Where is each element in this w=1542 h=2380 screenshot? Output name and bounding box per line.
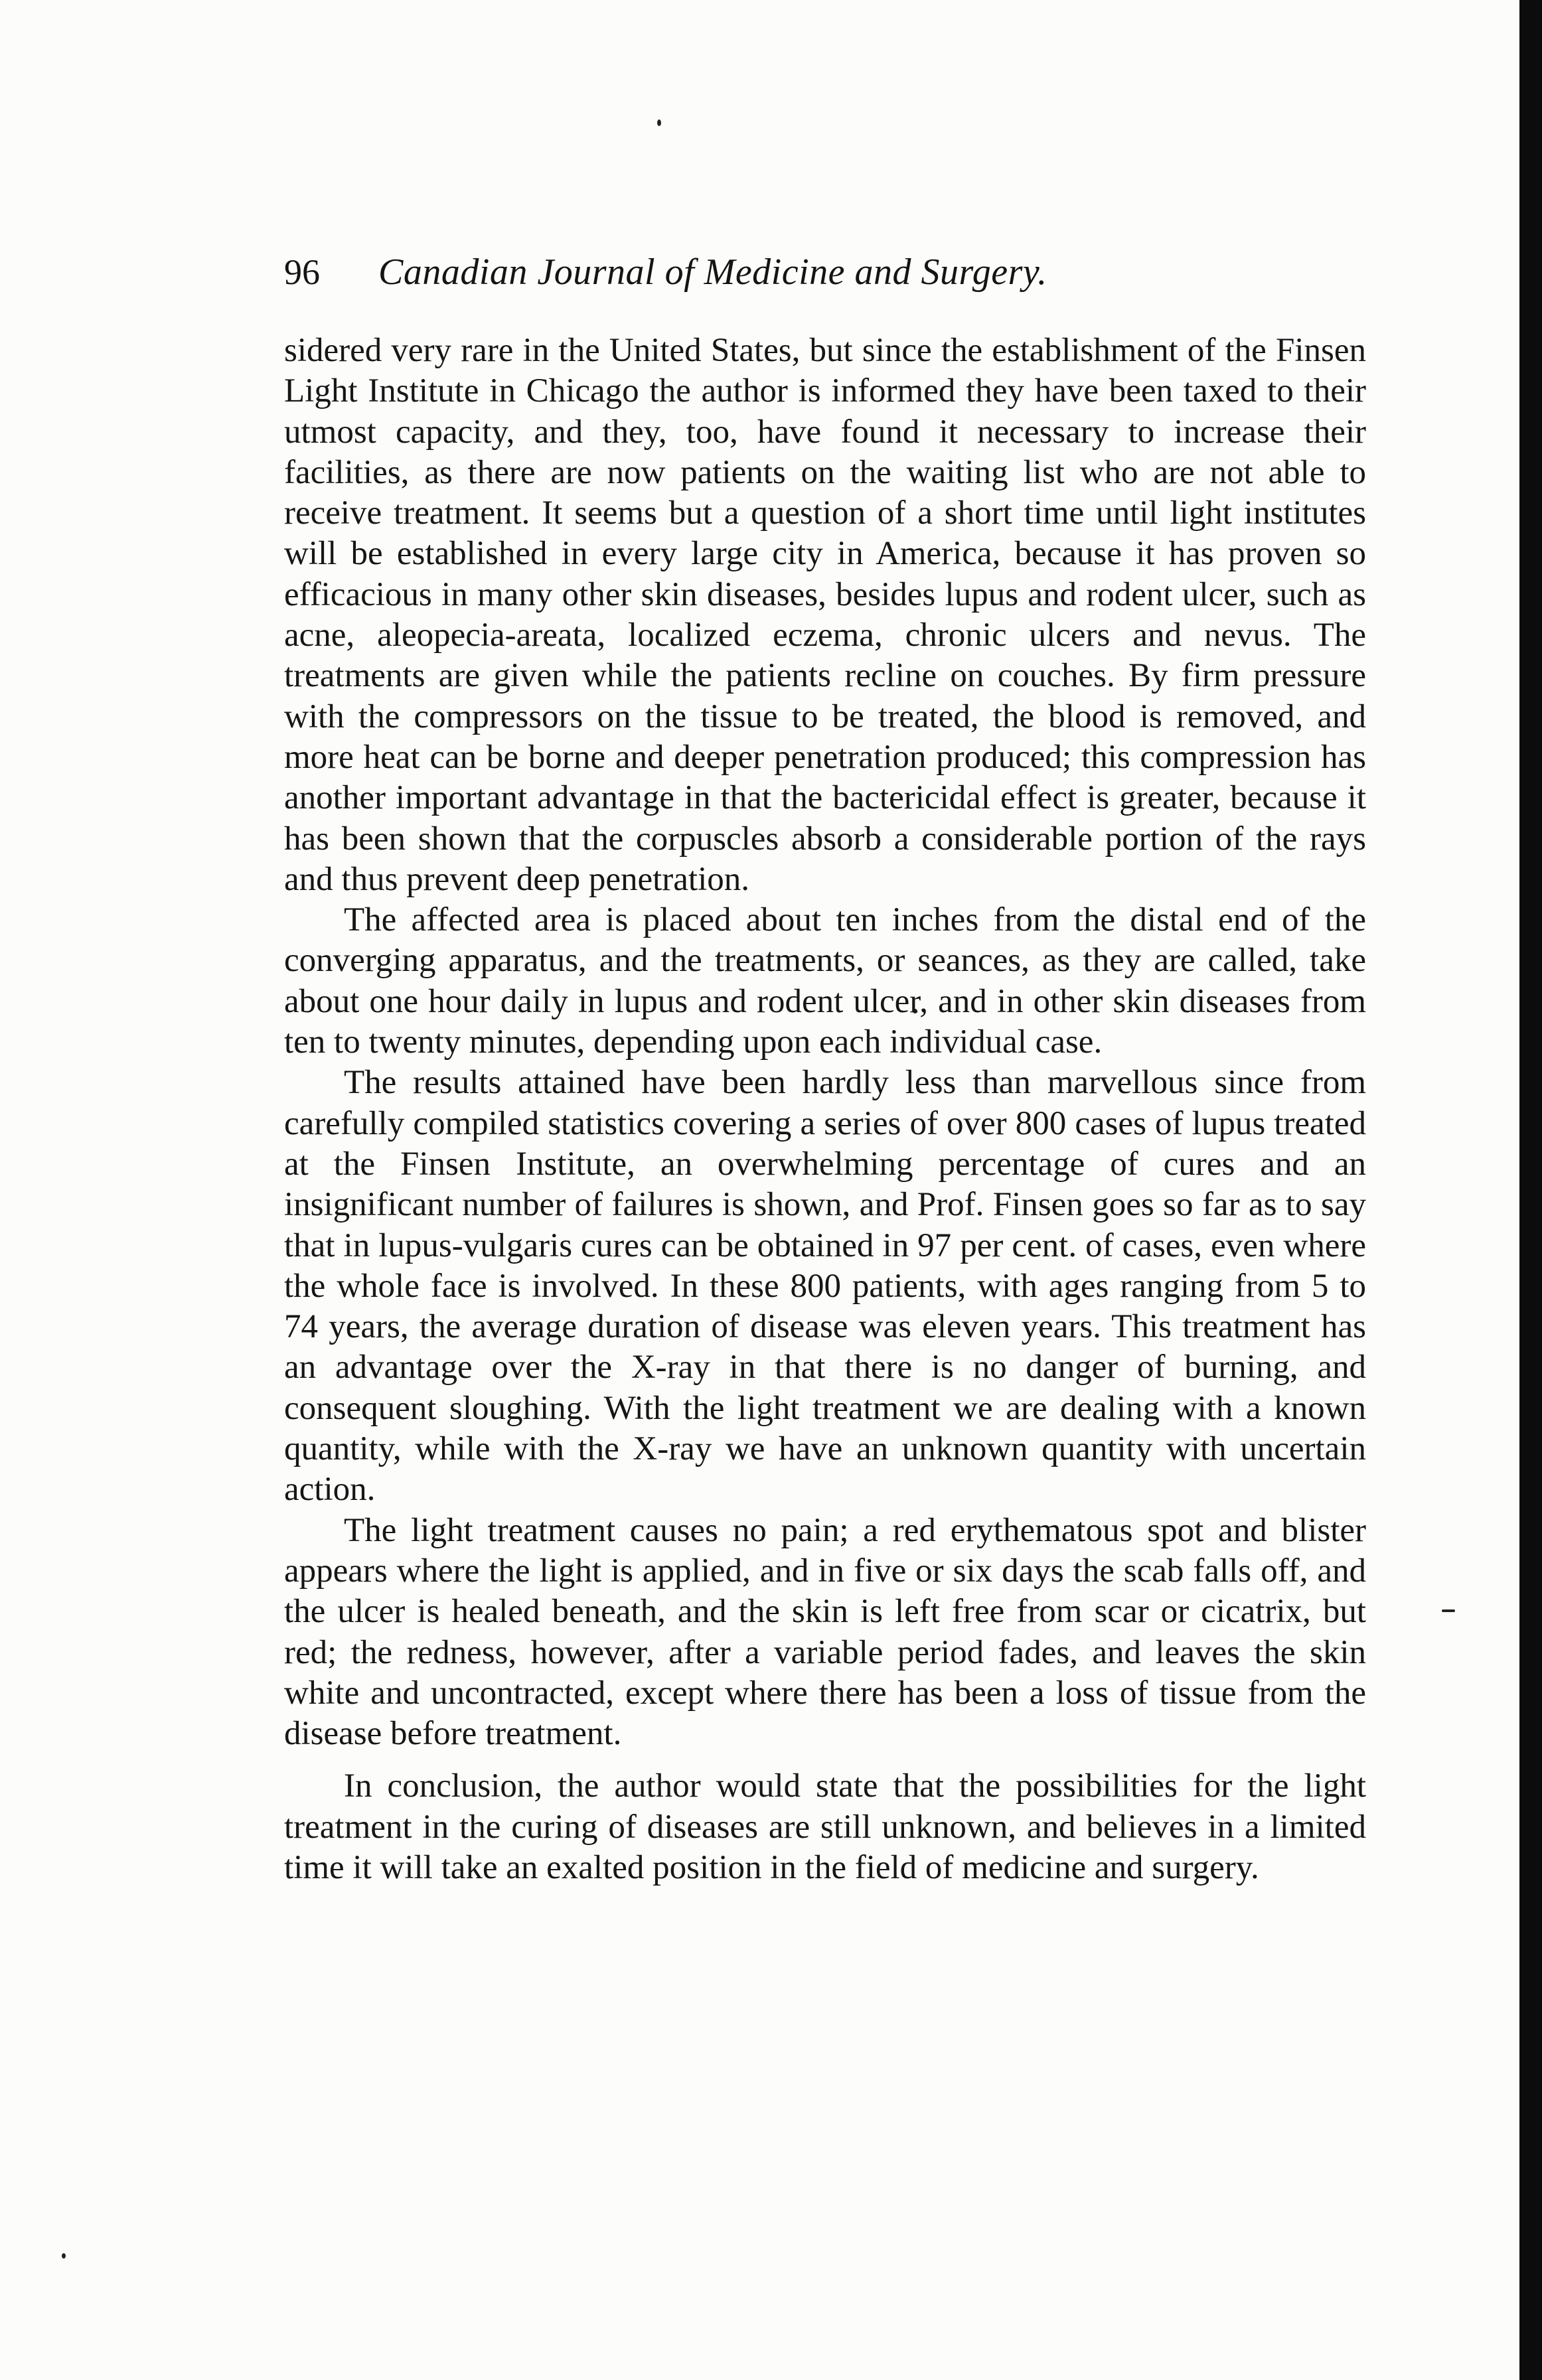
paragraph-treatment-procedure: The affected area is placed about ten inches from the distal end of the converging apparatus, and the treatments, or seances, as they are called, take about one hour daily in lupus and rodent ulcer, and in other skin diseases from ten to twenty minutes, depending upon each individual case. (284, 901, 1366, 1061)
paragraph-light-treatment-effects: The light treatment causes no pain; a red erythematous spot and blister appears where the light is applied, and in five or six days the scab falls off, and the ulcer is healed beneath, and the skin is left free from scar or cicatrix, but red; the redness, however, after a variable period fades, and leaves the skin white and uncontracted, except where there has been a loss of tissue from the disease before treatment. (284, 1511, 1366, 1753)
article-body (284, 331, 1366, 1888)
paragraph-conclusion: In conclusion, the author would state that the possibilities for the light treatment in the curing of diseases are still unknown, and believes in a limited time it will take an exalted position in the field of medicine and surgery. (284, 1767, 1366, 1886)
scan-speck (657, 119, 661, 126)
scan-speck (1442, 1609, 1455, 1612)
scan-speck (62, 2253, 66, 2259)
paragraph-continuation: sidered very rare in the United States, but since the establishment of the Finsen Light Institute in Chicago the author is informed they have been taxed to their utmost capacity, and they, too, have found it necessary to increase their facilities, as there are now patients on the waiting list who are not able to receive treatment. It seems but a question of a short time until light institutes will be established in every large city in America, because it has proven so efficacious in many other skin diseases, besides lupus and rodent ulcer, such as acne, aleopecia-areata, localized eczema, chronic ulcers and nevus. The treatments are given while the patients recline on couches. By firm pressure with the compressors on the tissue to be treated, the blood is removed, and more heat can be borne and deeper penetration produced; this compression has another important advantage in that the bactericidal effect is greater, because it has been shown that the corpuscles absorb a considerable portion of the rays and thus prevent deep penetration. (284, 332, 1366, 898)
running-title: Canadian Journal of Medicine and Surgery. (378, 252, 1047, 293)
scan-edge-shadow (1519, 0, 1542, 2380)
page-number: 96 (284, 252, 320, 292)
page-header (284, 246, 1373, 299)
paragraph-results: The results attained have been hardly less than marvellous since from carefully compiled statistics covering a series of over 800 cases of lupus treated at the Finsen Institute, an overwhelming percentage of cures and an insignificant number of failures is shown, and Prof. Finsen goes so far as to say that in lupus-vulgaris cures can be obtained in 97 per cent. of cases, even where the whole face is involved. In these 800 patients, with ages ranging from 5 to 74 years, the average duration of disease was eleven years. This treatment has an advantage over the X-ray in that there is no danger of burning, and consequent sloughing. With the light treatment we are dealing with a known quantity, while with the X-ray we have an unknown quantity with uncertain action. (284, 1064, 1366, 1509)
